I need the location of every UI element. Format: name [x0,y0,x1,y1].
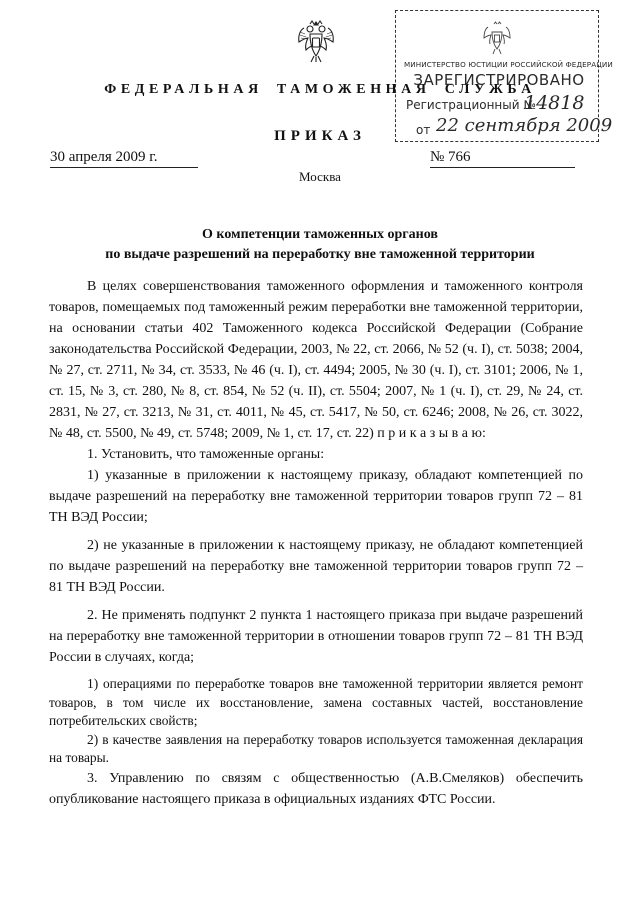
order-number: № 766 [430,149,575,168]
stamp-registered-label: ЗАРЕГИСТРИРОВАНО [413,71,585,89]
paragraph-item-1-2: 2) не указанные в приложении к настоящему приказу, не обладают компетенцией по выдаче разрешений на переработку вне таможенной территории товаров групп 72 – 81 ТН ВЭД России. [49,538,583,595]
stamp-date-prefix: от [416,123,431,137]
order-title-line-2: по выдаче разрешений на переработку вне таможенной территории [105,247,535,262]
city: Москва [299,169,341,184]
paragraph-preamble: В целях совершенствования таможенного оформления и таможенного контроля товаров, помещаемых под таможенный режим переработки вне таможенной территории, на основании статьи 402 Таможенного кодекса Российской Федерации (Собрание законодательства Российской Федерации, 2003, № 22, ст. 2066, № 52 (ч. I), ст. 5038; 2004, № 27, ст. 2711, № 34, ст. 3533, № 46 (ч. I), ст. 4494; 2005, № 30 (ч. I), ст. 3101; 2006, № 1, ст. 15, № 3, ст. 280, № 8, ст. 854, № 52 (ч. II), ст. 5504; 2007, № 1 (ч. I), ст. 29, № 24, ст. 2831, № 27, ст. 3213, № 31, ст. 4011, № 45, ст. 5417, № 50, ст. 6246; 2008, № 26, ст. 3022, № 48, ст. 5500, № 49, ст. 5748; 2009, № 1, ст. 17, ст. 22) п р и к а з ы в а ю: [49,279,583,441]
registration-stamp [395,10,613,142]
paragraph-item-1: 1. Установить, что таможенные органы: [87,447,325,462]
coat-of-arms-icon [296,20,336,64]
paragraph-item-2: 2. Не применять подпункт 2 пункта 1 настоящего приказа при выдаче разрешений на переработку вне таможенной территории в отношении товаров групп 72 – 81 ТН ВЭД России в случаях, когда; [49,608,583,665]
stamp-eagle-icon [482,21,512,55]
stamp-registration-number: 14818 [524,92,585,114]
order-body [49,276,583,810]
paragraph-item-2-2: 2) в качестве заявления на переработку товаров используется таможенная декларация на товары. [49,731,583,765]
order-date: 30 апреля 2009 г. [50,149,198,168]
paragraph-item-3: 3. Управлению по связям с общественностью (А.В.Смеляков) обеспечить опубликование настоящего приказа в официальных изданиях ФТС России. [49,770,583,807]
paragraph-item-2-1: 1) операциями по переработке товаров вне таможенной территории является ремонт товаров, в том числе их восстановление, замена составных частей, восстановление потребительских свойств; [49,676,583,728]
service-name: ФЕДЕРАЛЬНАЯ ТАМОЖЕННАЯ СЛУЖБА [104,82,536,97]
paragraph-item-1-1: 1) указанные в приложении к настоящему приказу, обладают компетенцией по выдаче разрешений на переработку вне таможенной территории товаров групп 72 – 81 ТН ВЭД России; [49,468,583,525]
stamp-registration-label: Регистрационный № [406,98,536,112]
document-type: ПРИКАЗ [274,128,366,144]
stamp-ministry-name: МИНИСТЕРСТВО ЮСТИЦИИ РОССИЙСКОЙ ФЕДЕРАЦИИ [404,60,613,69]
order-title [0,225,640,265]
order-title-line-1: О компетенции таможенных органов [202,227,438,242]
stamp-registration-date: 22 сентября 2009 [436,115,613,136]
